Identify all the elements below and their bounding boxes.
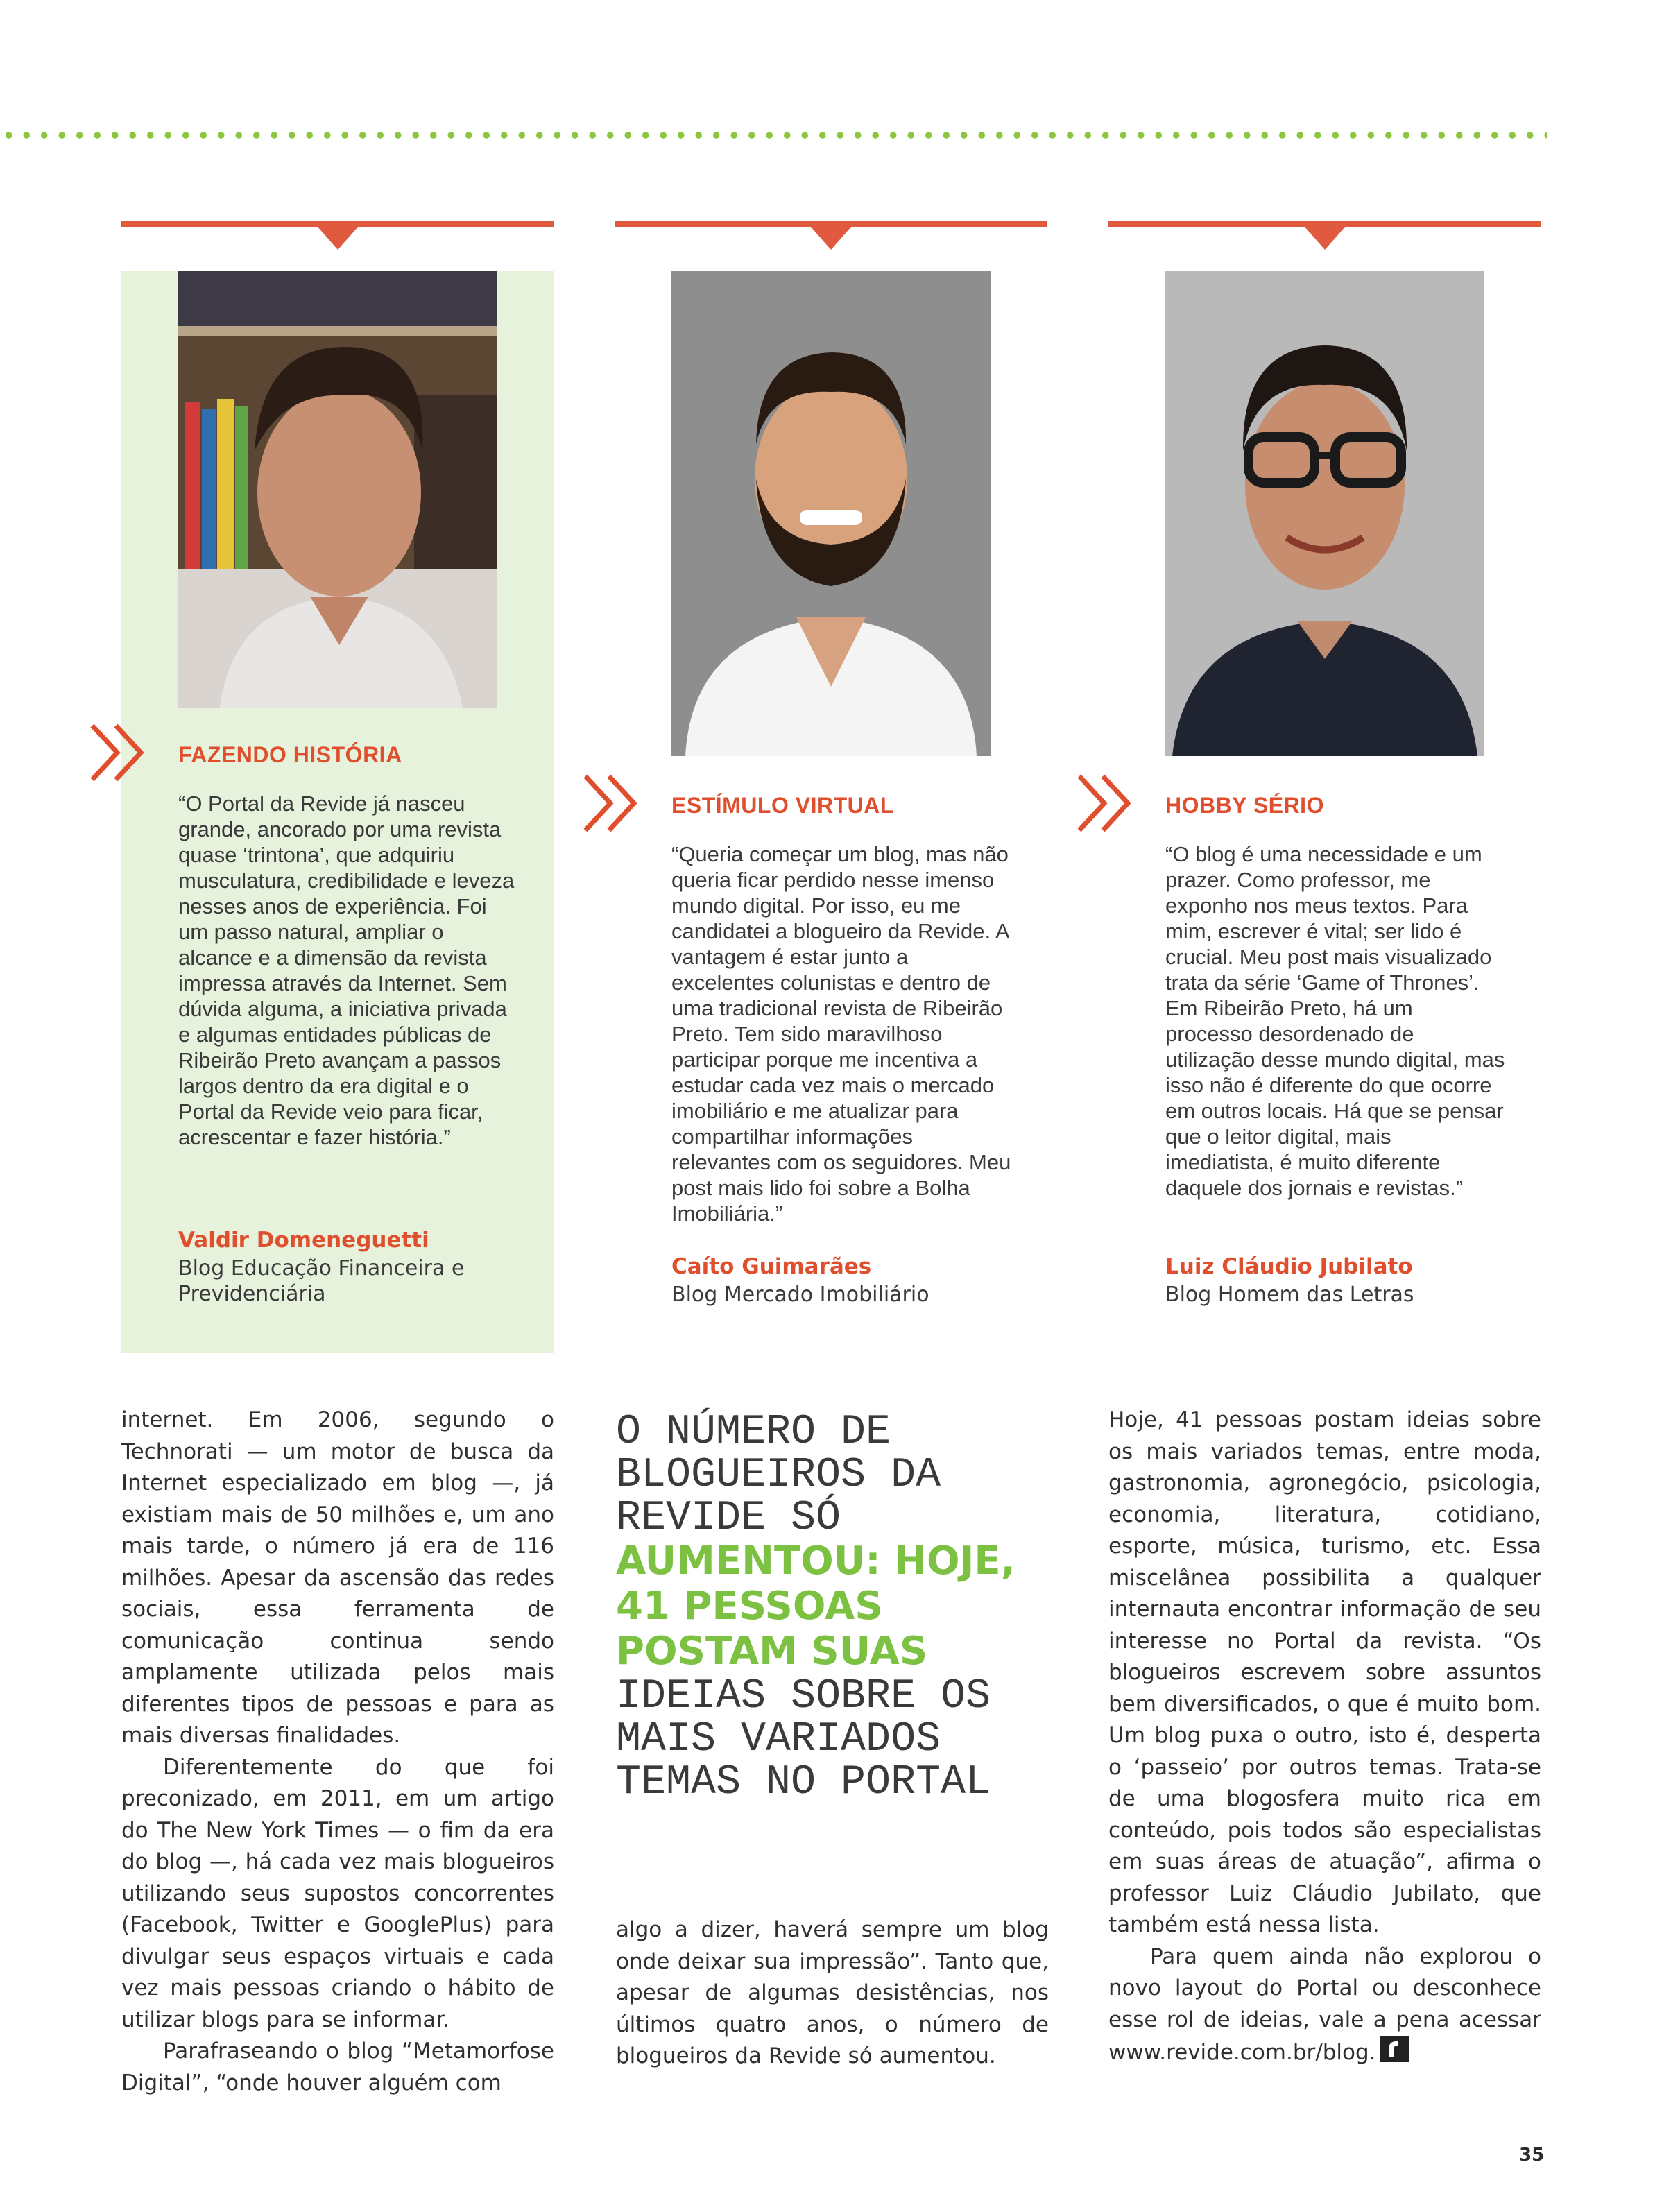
portrait-photo-1	[178, 271, 497, 708]
card-blog-name: Blog Homem das Letras	[1165, 1283, 1414, 1307]
article-paragraph: algo a dizer, haverá sempre um blog onde deixar sua impressão”. Tanto que, apesar de algumas desistências, nos últimos quatro anos, o número de blogueiros da Revide só aumentou.	[616, 1917, 1049, 2068]
card-author: Caíto Guimarães	[671, 1254, 872, 1279]
profile-card-1	[121, 221, 554, 1353]
page-number: 35	[1519, 2145, 1545, 2166]
card-quote: “O blog é uma necessidade e um prazer. Como professor, me exponho nos meus textos. Para mim, escrever é vital; ser lido é crucial. Meu post mais visualizado trata da série ‘Game of Thrones’. Em Ribeirão Preto, há um processo desordenado de utilização desse mundo digital, mas isso não é diferente do que ocorre em outros locais. Há que se pensar que o leitor digital, mais imediatista, é muito diferente daquele dos jornais e revistas.”	[1165, 842, 1505, 1200]
card-author: Valdir Domeneguetti	[178, 1228, 429, 1253]
double-chevron-icon	[1074, 772, 1143, 834]
article-paragraph: Hoje, 41 pessoas postam ideias sobre os mais variados temas, entre moda, gastronomia, agronegócio, psicologia, economia, literatura, cotidiano, esporte, música, turismo, etc. Essa miscelânea possibilita a qualquer internauta encontrar informação de seu interesse no Portal da revista. “Os blogueiros escrevem sobre assuntos bem diversificados, o que é muito bom. Um blog puxa o outro, isto é, desperta o ‘passeio’ por outros temas. Trata-se de uma blogosfera muito rica em conteúdo, pois todos são especialistas em suas áreas de atuação”, afirma o professor Luiz Cláudio Jubilato, que também está nessa lista.	[1108, 1407, 1541, 1937]
pull-quote-highlight: AUMENTOU: HOJE, 41 PESSOAS POSTAM SUAS	[616, 1538, 1015, 1674]
portrait-photo-2	[671, 271, 991, 756]
article-column-1	[121, 1405, 554, 2099]
card-notch	[317, 226, 359, 250]
article-column-2	[616, 1914, 1049, 2073]
card-title: FAZENDO HISTÓRIA	[178, 742, 402, 767]
pull-quote-text: O NÚMERO DE BLOGUEIROS DA REVIDE SÓ	[616, 1409, 941, 1542]
article-paragraph: internet. Em 2006, segundo o Technorati — um motor de busca da Internet especializado em blog —, já existiam mais de 50 milhões e, um ano mais tarde, o número já era de 116 milhões. Apesar da ascensão das redes sociais, essa ferramenta de comunicação continua sendo amplamente utilizada pelos mais diferentes tipos de pessoas e para as mais diversas finalidades.	[121, 1407, 554, 1748]
article-paragraph-text: Para quem ainda não explorou o novo layout do Portal ou desconhece esse rol de ideias, vale a pena acessar www.revide.com.br/blog.	[1108, 1944, 1541, 2065]
card-blog-name: Blog Educação Financeira e Previdenciária	[178, 1256, 465, 1306]
pull-quote	[616, 1411, 1060, 1804]
portrait-photo-3	[1165, 271, 1484, 756]
card-title: ESTÍMULO VIRTUAL	[671, 793, 894, 818]
profile-card-3	[1108, 221, 1541, 1353]
pull-quote-text: IDEIAS SOBRE OS MAIS VARIADOS TEMAS NO PORTAL	[616, 1673, 991, 1806]
double-chevron-icon	[580, 772, 649, 834]
revide-logo-icon	[1380, 2036, 1409, 2062]
card-blog-name: Blog Mercado Imobiliário	[671, 1283, 929, 1307]
card-quote: “O Portal da Revide já nasceu grande, ancorado por uma revista quase ‘trintona’, que adquiriu musculatura, credibilidade e leveza nesses anos de experiência. Foi um passo natural, ampliar o alcance e a dimensão da revista impressa através da Internet. Sem dúvida alguma, a iniciativa privada e algumas entidades públicas de Ribeirão Preto avançam a passos largos dentro da era digital e o Portal da Revide veio para ficar, acrescentar e fazer história.”	[178, 791, 515, 1149]
double-chevron-icon	[87, 721, 156, 784]
card-author: Luiz Cláudio Jubilato	[1165, 1254, 1413, 1279]
article-paragraph: Parafraseando o blog “Metamorfose Digital”, “onde houver alguém com	[121, 2039, 554, 2095]
card-notch	[810, 226, 852, 250]
card-title: HOBBY SÉRIO	[1165, 793, 1324, 818]
card-quote: “Queria começar um blog, mas não queria ficar perdido nesse imenso mundo digital. Por isso, eu me candidatei a blogueiro da Revide. A vantagem é estar junto a excelentes colunistas e dentro de uma tradicional revista de Ribeirão Preto. Tem sido maravilhoso participar porque me incentiva a estudar cada vez mais o mercado imobiliário e me atualizar para compartilhar informações relevantes com os seguidores. Meu post mais lido foi sobre a Bolha Imobiliária.”	[671, 842, 1011, 1226]
article-paragraph	[1108, 1941, 1541, 2069]
dotted-divider	[0, 130, 1547, 140]
profile-card-2	[615, 221, 1047, 1353]
article-paragraph: Diferentemente do que foi preconizado, em 2011, em um artigo do The New York Times — o fim da era do blog —, há cada vez mais blogueiros utilizando seus supostos concorrentes (Facebook, Twitter e GooglePlus) para divulgar seus espaços virtuais e cada vez mais pessoas criando o hábito de utilizar blogs para se informar.	[121, 1754, 554, 2032]
article-column-3	[1108, 1405, 1541, 2069]
card-notch	[1304, 226, 1346, 250]
